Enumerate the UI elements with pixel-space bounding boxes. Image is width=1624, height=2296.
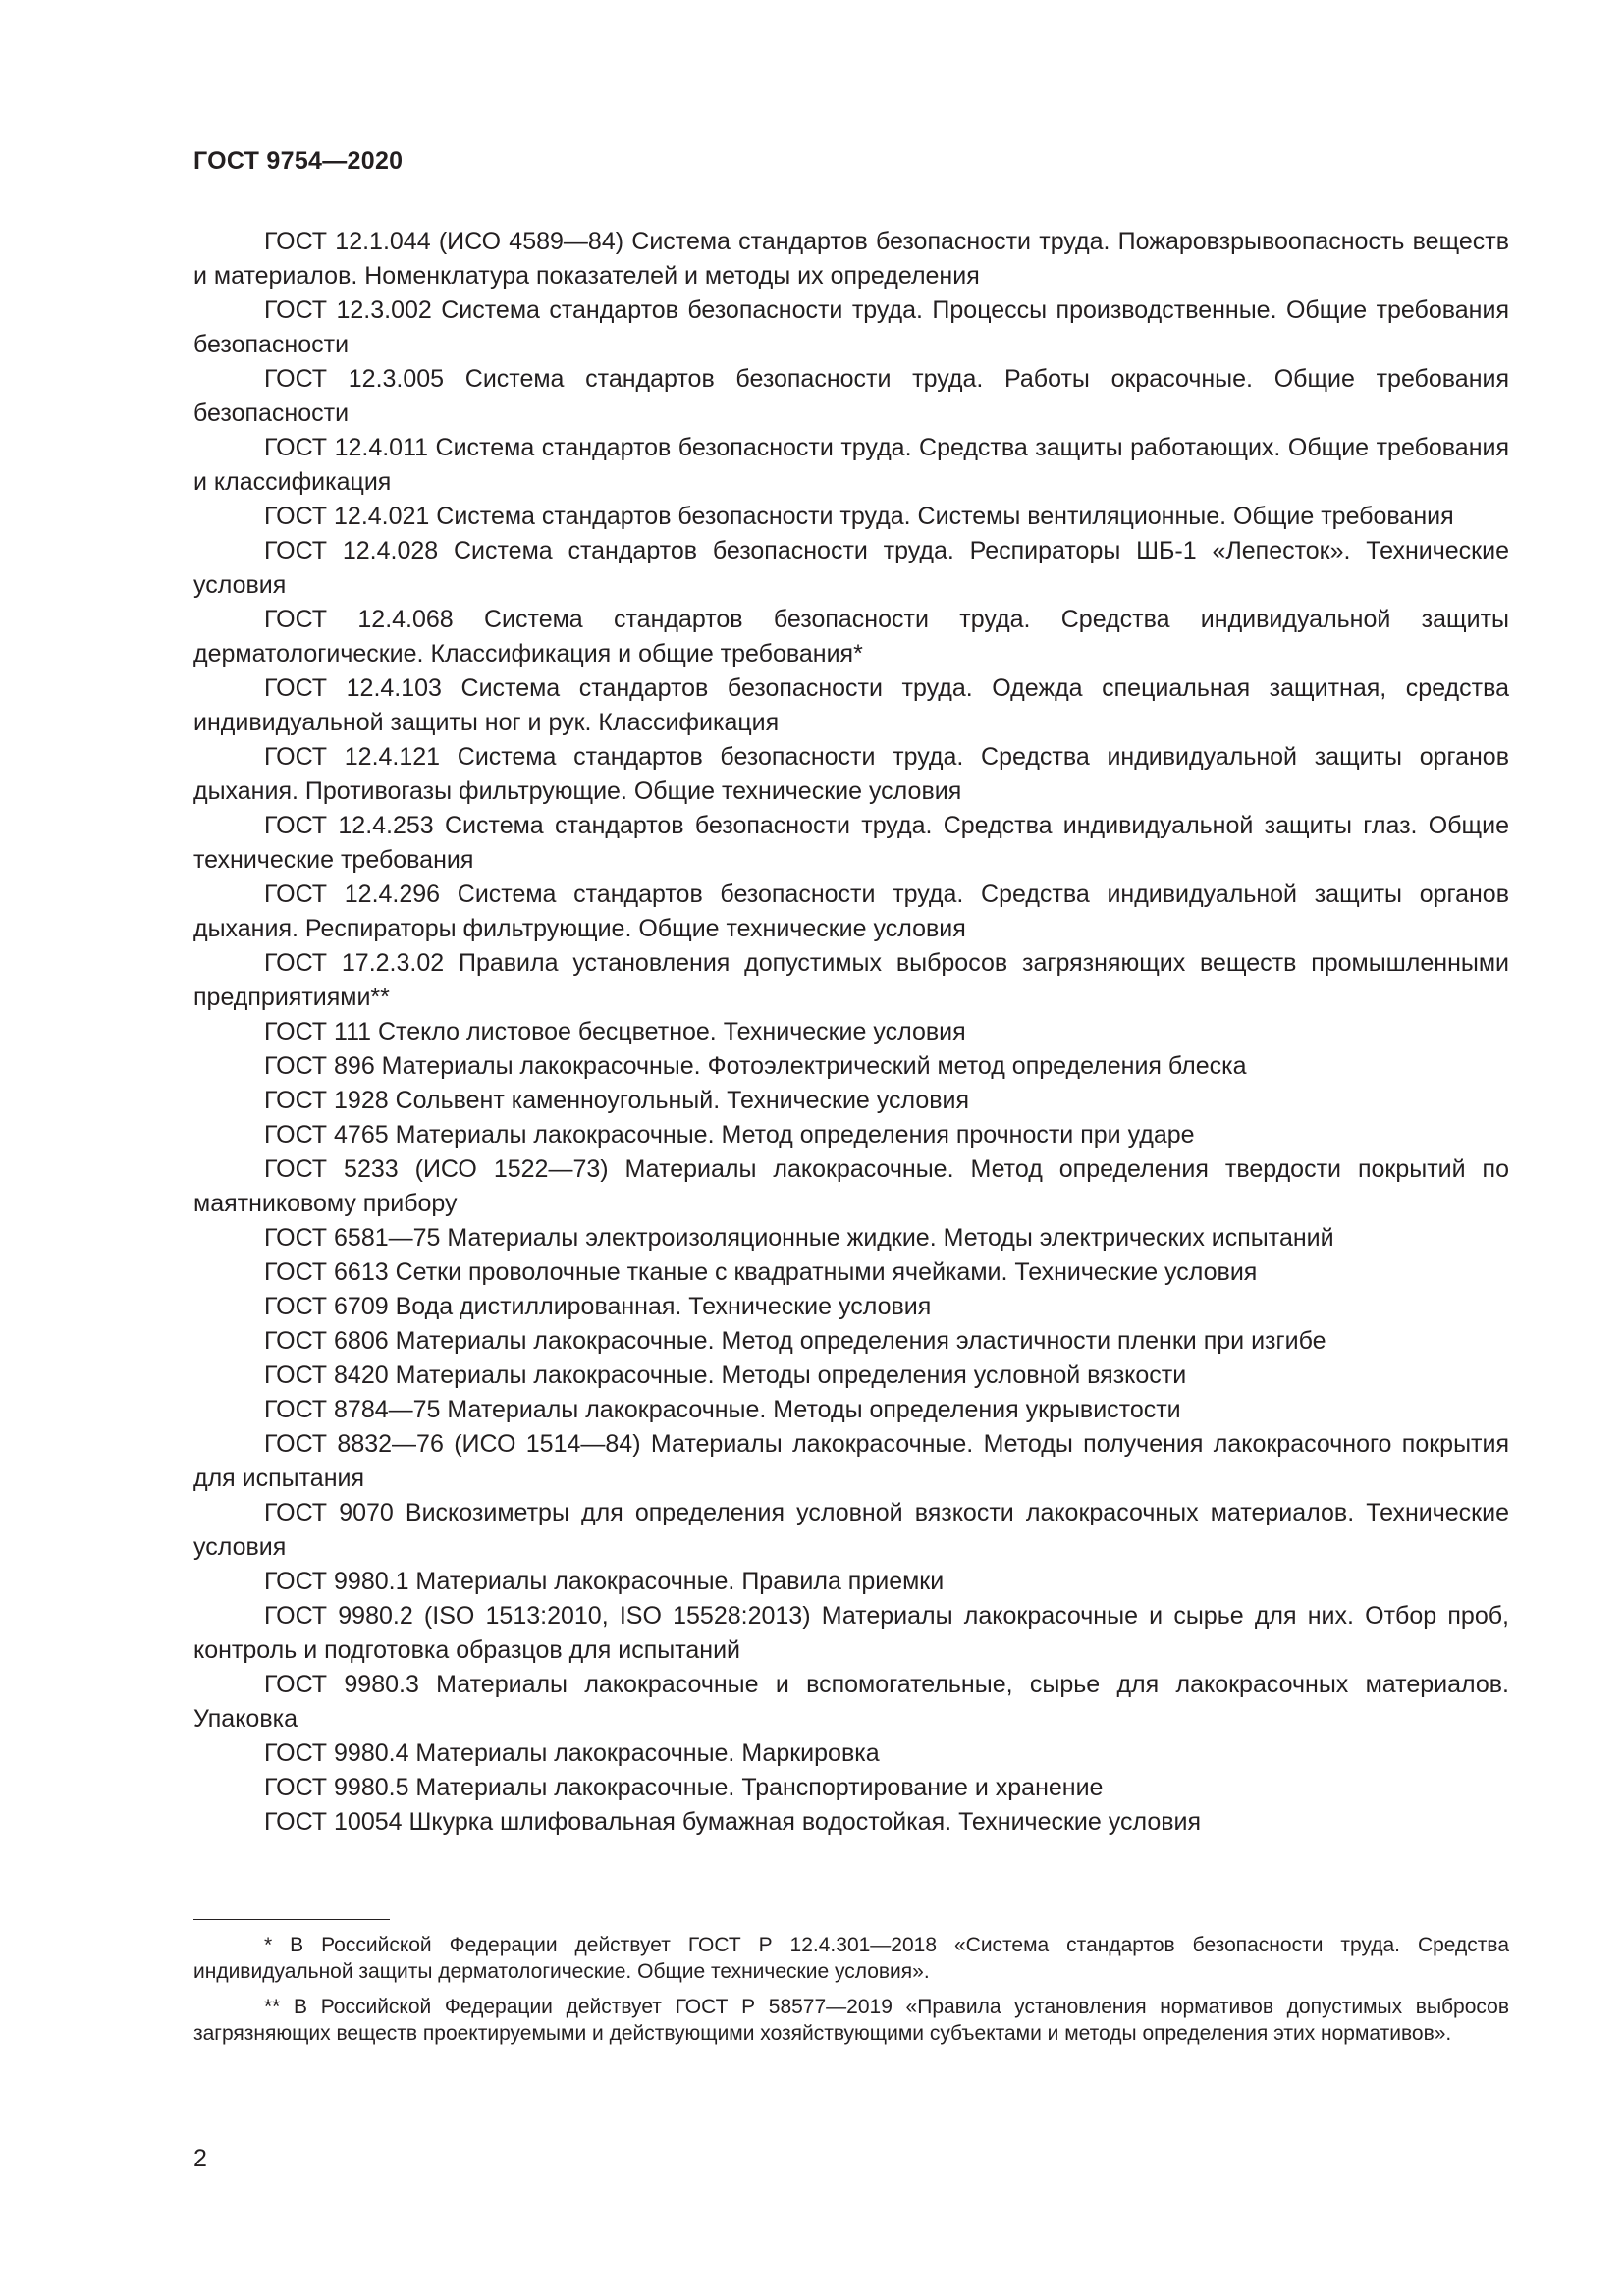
- reference-item: ГОСТ 6806 Материалы лакокрасочные. Метод определения эластичности пленки при изгибе: [264, 1327, 1326, 1355]
- reference-item: ГОСТ 12.4.068 Система стандартов безопасности труда. Средства индивидуальной защиты дерматологические. Классификация и общие требования*: [193, 606, 1509, 667]
- reference-item: ГОСТ 8420 Материалы лакокрасочные. Методы определения условной вязкости: [264, 1362, 1187, 1389]
- reference-item: ГОСТ 9980.5 Материалы лакокрасочные. Транспортирование и хранение: [264, 1774, 1104, 1801]
- document-header: ГОСТ 9754—2020: [193, 147, 404, 175]
- normative-references-list: [193, 225, 1509, 1840]
- reference-item: ГОСТ 8832—76 (ИСО 1514—84) Материалы лакокрасочные. Методы получения лакокрасочного покрытия для испытания: [193, 1430, 1509, 1492]
- reference-item: ГОСТ 12.4.253 Система стандартов безопасности труда. Средства индивидуальной защиты глаз. Общие технические требования: [193, 812, 1509, 874]
- reference-item: ГОСТ 9980.2 (ISO 1513:2010, ISO 15528:2013) Материалы лакокрасочные и сырье для них. Отбор проб, контроль и подготовка образцов для испытаний: [193, 1602, 1509, 1664]
- reference-item: ГОСТ 12.3.002 Система стандартов безопасности труда. Процессы производственные. Общие требования безопасности: [193, 296, 1509, 358]
- reference-item: ГОСТ 12.4.121 Система стандартов безопасности труда. Средства индивидуальной защиты органов дыхания. Противогазы фильтрующие. Общие технические условия: [193, 743, 1509, 805]
- reference-item: ГОСТ 9980.4 Материалы лакокрасочные. Маркировка: [264, 1739, 880, 1767]
- footnote-1: * В Российской Федерации действует ГОСТ Р 12.4.301—2018 «Система стандартов безопасности труда. Средства индивидуальной защиты дерматологические. Общие технические условия».: [193, 1934, 1509, 1983]
- reference-item: ГОСТ 6709 Вода дистиллированная. Технические условия: [264, 1293, 932, 1320]
- reference-item: ГОСТ 8784—75 Материалы лакокрасочные. Методы определения укрывистости: [264, 1396, 1181, 1423]
- reference-item: ГОСТ 9070 Вискозиметры для определения условной вязкости лакокрасочных материалов. Технические условия: [193, 1499, 1509, 1561]
- reference-item: ГОСТ 6581—75 Материалы электроизоляционные жидкие. Методы электрических испытаний: [264, 1224, 1334, 1252]
- reference-item: ГОСТ 4765 Материалы лакокрасочные. Метод определения прочности при ударе: [264, 1121, 1195, 1148]
- reference-item: ГОСТ 12.4.296 Система стандартов безопасности труда. Средства индивидуальной защиты органов дыхания. Респираторы фильтрующие. Общие технические условия: [193, 881, 1509, 942]
- reference-item: ГОСТ 896 Материалы лакокрасочные. Фотоэлектрический метод определения блеска: [264, 1052, 1247, 1080]
- reference-item: ГОСТ 111 Стекло листовое бесцветное. Технические условия: [264, 1018, 966, 1045]
- reference-item: ГОСТ 12.4.103 Система стандартов безопасности труда. Одежда специальная защитная, средства индивидуальной защиты ног и рук. Классификация: [193, 674, 1509, 736]
- reference-item: ГОСТ 17.2.3.02 Правила установления допустимых выбросов загрязняющих веществ промышленными предприятиями**: [193, 949, 1509, 1011]
- page-number: 2: [193, 2145, 207, 2172]
- footnotes: [193, 1932, 1509, 2056]
- reference-item: ГОСТ 12.1.044 (ИСО 4589—84) Система стандартов безопасности труда. Пожаровзрывоопасность веществ и материалов. Номенклатура показателей и методы их определения: [193, 228, 1509, 290]
- reference-item: ГОСТ 9980.1 Материалы лакокрасочные. Правила приемки: [264, 1568, 945, 1595]
- reference-item: ГОСТ 5233 (ИСО 1522—73) Материалы лакокрасочные. Метод определения твердости покрытий по маятниковому прибору: [193, 1155, 1509, 1217]
- reference-item: ГОСТ 12.4.028 Система стандартов безопасности труда. Респираторы ШБ-1 «Лепесток». Технические условия: [193, 537, 1509, 599]
- reference-item: ГОСТ 12.3.005 Система стандартов безопасности труда. Работы окрасочные. Общие требования безопасности: [193, 365, 1509, 427]
- reference-item: ГОСТ 1928 Сольвент каменноугольный. Технические условия: [264, 1087, 970, 1114]
- reference-item: ГОСТ 9980.3 Материалы лакокрасочные и вспомогательные, сырье для лакокрасочных материалов. Упаковка: [193, 1671, 1509, 1733]
- footnote-divider: [193, 1919, 390, 1920]
- reference-item: ГОСТ 6613 Сетки проволочные тканые с квадратными ячейками. Технические условия: [264, 1258, 1258, 1286]
- footnote-2: ** В Российской Федерации действует ГОСТ Р 58577—2019 «Правила установления нормативов допустимых выбросов загрязняющих веществ проектируемыми и действующими хозяйствующими субъектами и методы определения этих нормативов».: [193, 1996, 1509, 2045]
- reference-item: ГОСТ 12.4.011 Система стандартов безопасности труда. Средства защиты работающих. Общие требования и классификация: [193, 434, 1509, 496]
- reference-item: ГОСТ 10054 Шкурка шлифовальная бумажная водостойкая. Технические условия: [264, 1808, 1202, 1836]
- reference-item: ГОСТ 12.4.021 Система стандартов безопасности труда. Системы вентиляционные. Общие требования: [264, 503, 1454, 530]
